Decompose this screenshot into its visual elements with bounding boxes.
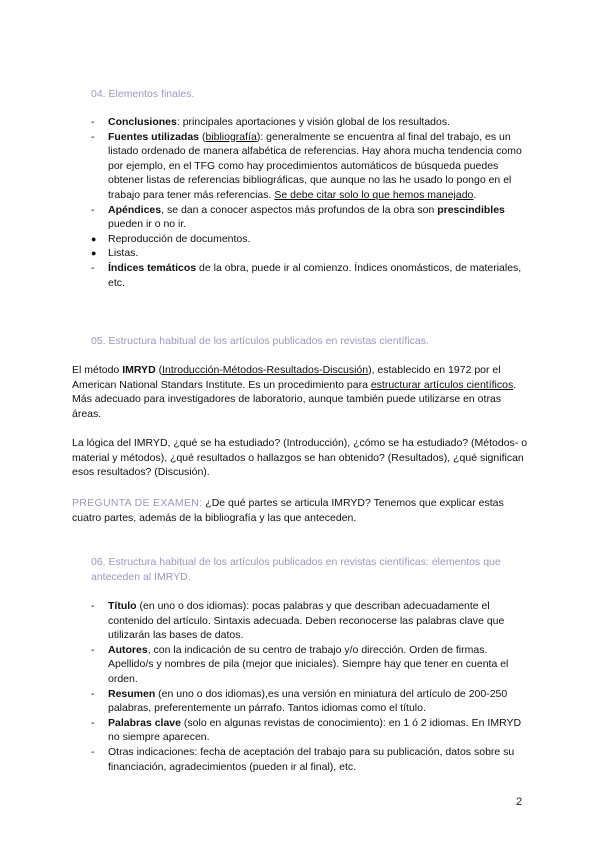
list-item-conclusiones [91, 115, 531, 130]
item-text: (en uno o dos idiomas),es una versión en miniatura del artículo de 200-250 palabras, preferentemente un párrafo. Tantos idiomas como el título. [108, 687, 508, 715]
para-text: El método [72, 364, 123, 376]
section-05-heading: 05. Estructura habitual de los artículos publicados en revistas científicas. [91, 335, 429, 347]
term-titulo: Título [108, 600, 137, 612]
exam-paragraph [72, 496, 532, 525]
list-item-resumen [91, 687, 531, 716]
estructurar-link[interactable]: estructurar artículos científicos [370, 378, 514, 391]
item-text: ): generalmente se encuentra al final del trabajo, es un listado ordenado de manera alfabética de referencias. Hay ahora mucha tendencia como por ejemplo, en el TFG como hay procedimientos automáticos de búsqueda puedes obtener listas de referencias bibliográficas, que aunque no las he usado lo pongo en el trabajo para tener más referencias. [108, 130, 522, 201]
term-resumen: Resumen [108, 687, 156, 700]
dash-marker: - [91, 203, 95, 216]
list-item-otras [91, 745, 531, 774]
item-text: , se dan a conocer aspectos más profundos de la obra son [161, 203, 438, 216]
para-text: ¿De qué partes se articula IMRYD? Tenemos que explicar estas cuatro partes, además de la bibliografía y las que anteceden. [72, 497, 504, 524]
imryd-paragraph [72, 363, 532, 421]
term-fuentes: Fuentes utilizadas [108, 130, 200, 143]
item-text: (en uno o dos idiomas): pocas palabras y que describan adecuadamente el contenido del artículo. Sintaxis adecuada. Deben reconocerse las palabras clave que utilizarán las bases de datos. [108, 600, 505, 642]
list-item-listas [91, 246, 531, 261]
list-item-apendices [91, 203, 531, 232]
underlined-note: Se debe citar solo lo que hemos manejado [274, 188, 474, 201]
item-text: Reproducción de documentos. [108, 232, 251, 245]
term-imryd: IMRYD [122, 364, 156, 376]
term-apendices: Apéndices [108, 203, 162, 216]
item-text: (solo en algunas revistas de conocimiento): en 1 ó 2 idiomas. En IMRYD no siempre aparecen. [108, 716, 522, 744]
item-text: pueden ir o no ir. [108, 218, 187, 231]
dash-marker: - [91, 687, 95, 700]
item-text: Otras indicaciones: fecha de aceptación del trabajo para su publicación, datos sobre su financiación, agradecimientos (pueden ir al final), etc. [108, 745, 515, 773]
term-autores: Autores [108, 643, 148, 656]
dash-marker: - [91, 745, 95, 758]
section-06-heading: 06. Estructura habitual de los artículos publicados en revistas científicas: elementos que anteceden al IMRYD. [91, 556, 501, 583]
section-04-heading: 04. Elementos finales. [91, 88, 195, 100]
imryd-expansion-link[interactable]: Introducción-Métodos-Resultados-Discusión [162, 364, 369, 376]
para-text: ), establecido en 1972 por el American National Standars Institute. Es un procedimiento para [72, 364, 501, 391]
dash-marker: - [91, 600, 95, 612]
item-text: de la obra, puede ir al comienzo. Índices onomásticos, de materiales, etc. [108, 261, 522, 289]
list-item-indices [91, 261, 531, 290]
item-text: Listas. [108, 247, 139, 260]
para-text: ( [155, 364, 163, 376]
bullet-marker: ● [91, 233, 97, 244]
dash-marker: - [91, 716, 95, 729]
page-number: 2 [516, 796, 523, 808]
item-text: : principales aportaciones y visión global de los resultados. [176, 116, 451, 128]
list-item-fuentes [91, 130, 531, 203]
term-prescindibles: prescindibles [437, 203, 505, 216]
bibliografia-link[interactable]: bibliografía [205, 130, 257, 143]
term-indices: Índices temáticos [108, 261, 197, 274]
dash-marker: - [91, 261, 95, 274]
logic-paragraph: La lógica del IMRYD, ¿qué se ha estudiado? (Introducción), ¿cómo se ha estudiado? (Métodos- o material y métodos), ¿qué resultados o hallazgos se han obtenido? (Resultados), ¿qué significan esos resultados? (Discusión). [72, 437, 528, 479]
list-item-palabras-clave [91, 716, 531, 745]
term-conclusiones: Conclusiones [108, 116, 177, 128]
item-text: , con la indicación de su centro de trabajo y/o dirección. Orden de firmas. Apellido/s y nombres de pila (mejor que iniciales). Siempre hay que tener en cuenta el orden. [108, 643, 509, 685]
dash-marker: - [91, 130, 95, 143]
term-palabras-clave: Palabras clave [108, 716, 181, 729]
list-item-titulo [91, 599, 531, 643]
item-text: ( [199, 130, 206, 143]
item-text: . [473, 188, 477, 201]
dash-marker: - [91, 116, 95, 128]
section-04-list [91, 115, 531, 290]
section-06-list [91, 599, 531, 774]
dash-marker: - [91, 643, 95, 656]
para-text: . Más adecuado para investigadores de laboratorio, aunque también puede utilizarse en otras áreas. [72, 378, 517, 420]
list-item-reproduccion [91, 232, 531, 247]
list-item-autores [91, 643, 531, 687]
bullet-marker: ● [91, 248, 97, 259]
exam-label: PREGUNTA DE EXAMEN: [72, 497, 203, 509]
